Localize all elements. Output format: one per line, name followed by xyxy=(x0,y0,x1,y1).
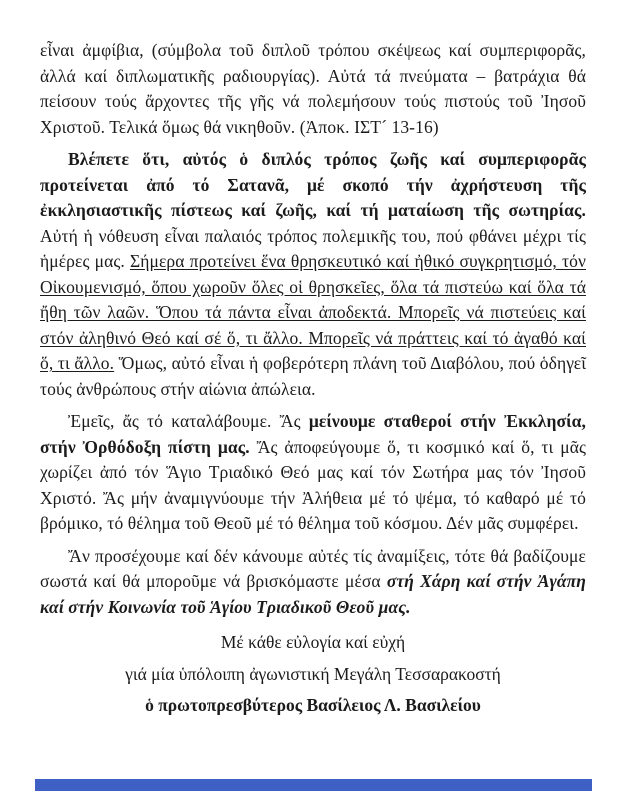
text-run-bold-italic: στή Χάρη καί στήν Ἀγάπη καί στήν Κοινωνία τοῦ Ἁγίου Τριαδικοῦ Θεοῦ μας. xyxy=(40,571,586,617)
text-run: Ὅμως, αὐτό εἶναι ἡ φοβερότερη πλάνη τοῦ Διαβόλου, πού ὁδηγεῖ τούς ἀνθρώπους στήν αἰώνια ἀπώλεια. xyxy=(40,353,587,399)
paragraph-amphibia xyxy=(40,38,586,140)
text-run: Ἄς ἀποφεύγουμε ὅ, τι κοσμικό καί ὅ, τι μᾶς χωρίζει ἀπό τόν Ἅγιο Τριαδικό Θεό μας καί τόν Σωτήρα μας τόν Ἰησοῦ Χριστό. Ἄς μήν ἀναμιγνύουμε τήν Ἀλήθεια μέ τό ψέμα, τό καθαρό μέ τό βρόμικο, τό θέλημα τοῦ Θεοῦ μέ τό θέλημα τοῦ κόσμου. Δέν μᾶς συμφέρει. xyxy=(40,436,586,533)
text-run: Αὐτή ἡ νόθευση εἶναι παλαιός τρόπος πολεμικῆς του, πού φθάνει μέχρι τίς ἡμέρες μας. xyxy=(40,225,586,271)
paragraph-if-we-are-careful xyxy=(40,544,586,621)
paragraph-double-way-of-life xyxy=(40,147,586,402)
text-run-underlined: Σήμερα προτείνει ἕνα θρησκευτικό καί ἠθικό συγκρητισμό, τόν Οἰκουμενισμό, ὅπου χωροῦν ὅλες οἱ θρησκεῖες, ὅλα τά πιστεύω καί ὅλα τά ἤθη τῶν λαῶν. Ὅπου τά πάντα εἶναι ἀποδεκτά. Μπορεῖς νά πιστεύεις καί στόν ἀληθινό Θεό καί σέ ὅ, τι ἄλλο. Μπορεῖς νά πράττεις καί τό ἀγαθό καί ὅ, τι ἄλλο. xyxy=(40,251,587,373)
text-run-bold: μείνουμε σταθεροί στήν Ἐκκλησία, στήν Ὀρθόδοξη πίστη μας. xyxy=(40,411,586,457)
paragraph-stay-steadfast xyxy=(40,409,586,537)
closing-blessing-line: Μέ κάθε εὐλογία καί εὐχή xyxy=(220,632,406,652)
text-run: Ἄν προσέχουμε καί δέν κάνουμε αὐτές τίς ἀναμίξεις, τότε θά βαδίζουμε σωστά καί θά μποροῦμε νά βρισκόμαστε μέσα xyxy=(40,545,586,591)
closing-signature-line: ὁ πρωτοπρεσβύτερος Βασίλειος Λ. Βασιλείου xyxy=(145,695,481,715)
text-run: Ἐμεῖς, ἄς τό καταλάβουμε. Ἄς xyxy=(68,411,309,431)
text-run-bold: Βλέπετε ὅτι, αὐτός ὁ διπλός τρόπος ζωῆς καί συμπεριφορᾶς προτείνεται ἀπό τό Σατανᾶ, μέ σκοπό τήν ἀχρήστευση τῆς ἐκκλησιαστικῆς πίστεως καί ζωῆς, καί τή ματαίωση τῆς σωτηρίας. xyxy=(40,149,586,220)
closing-lent-line: γιά μία ὑπόλοιπη ἀγωνιστική Μεγάλη Τεσσαρακοστή xyxy=(125,663,501,684)
text-run: εἶναι ἀμφίβια, (σύμβολα τοῦ διπλοῦ τρόπου σκέψεως καί συμπεριφορᾶς, ἀλλά καί διπλωματικῆς ραδιουργίας). Αὐτά τά πνεύματα – βατράχια θά πείσουν τούς ἄρχοντες τῆς γῆς νά πολεμήσουν τούς πιστούς τοῦ Ἰησοῦ Χριστοῦ. Τελικά ὅμως θά νικηθοῦν. (Ἀποκ. ΙΣΤ´ 13-16) xyxy=(40,40,586,137)
footer-divider-bar xyxy=(35,779,592,791)
